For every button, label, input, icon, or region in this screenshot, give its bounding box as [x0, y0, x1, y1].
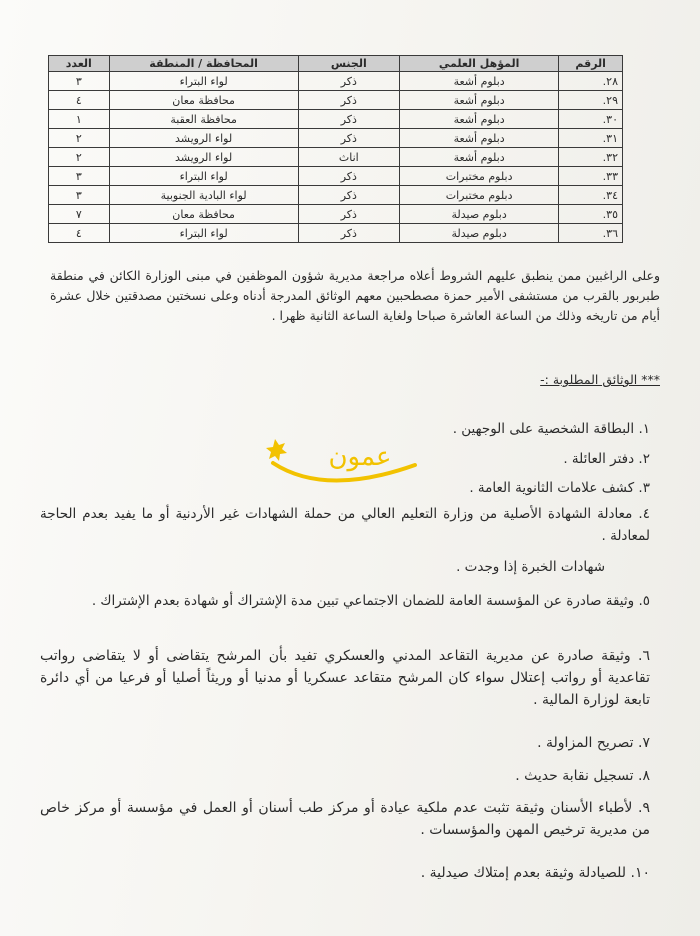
cell-number: ٣٥.	[559, 205, 623, 224]
cell-number: ٣٢.	[559, 148, 623, 167]
header-gender: الجنس	[298, 56, 399, 72]
table-row	[49, 91, 623, 110]
cell-region: لواء البادية الجنوبية	[109, 186, 298, 205]
header-number: الرقم	[559, 56, 623, 72]
cell-region: لواء البتراء	[109, 224, 298, 243]
cell-count: ٣	[49, 72, 110, 91]
cell-gender: ذكر	[298, 205, 399, 224]
cell-count: ٤	[49, 91, 110, 110]
cell-number: ٣٦.	[559, 224, 623, 243]
cell-region: محافظة العقبة	[109, 110, 298, 129]
cell-qualification: دبلوم مختبرات	[399, 186, 558, 205]
table-row	[49, 167, 623, 186]
logo-star-icon	[266, 439, 287, 461]
cell-region: لواء البتراء	[109, 72, 298, 91]
cell-count: ٢	[49, 148, 110, 167]
cell-number: ٢٩.	[559, 91, 623, 110]
table-row	[49, 148, 623, 167]
cell-region: لواء الرويشد	[109, 148, 298, 167]
cell-region: لواء الرويشد	[109, 129, 298, 148]
cell-gender: اناث	[298, 148, 399, 167]
header-region: المحافظة / المنطقة	[109, 56, 298, 72]
cell-gender: ذكر	[298, 167, 399, 186]
cell-count: ٤	[49, 224, 110, 243]
document-item: ٥. وثيقة صادرة عن المؤسسة العامة للضمان الاجتماعي تبين مدة الإشتراك أو شهادة بعدم الإشتراك .	[91, 593, 650, 609]
cell-count: ٢	[49, 129, 110, 148]
document-item: ١٠. للصيادلة وثيقة بعدم إمتلاك صيدلية .	[420, 865, 650, 881]
cell-qualification: دبلوم أشعة	[399, 148, 558, 167]
cell-qualification: دبلوم أشعة	[399, 129, 558, 148]
cell-gender: ذكر	[298, 72, 399, 91]
header-qualification: المؤهل العلمي	[399, 56, 558, 72]
table-row	[49, 205, 623, 224]
document-item: ٨. تسجيل نقابة حديث .	[515, 768, 650, 784]
cell-gender: ذكر	[298, 91, 399, 110]
table-header-row	[49, 56, 623, 72]
cell-qualification: دبلوم مختبرات	[399, 167, 558, 186]
cell-qualification: دبلوم أشعة	[399, 91, 558, 110]
document-item: شهادات الخبرة إذا وجدت .	[456, 559, 605, 575]
cell-region: محافظة معان	[109, 91, 298, 110]
document-item: ٩. لأطباء الأسنان وثيقة تثبت عدم ملكية عيادة أو مركز طب أسنان أو العمل في مؤسسة أو مركز خاص من مديرية ترخيص المهن والمؤسسات .	[40, 800, 650, 838]
watermark-text: عمون	[328, 442, 392, 472]
cell-region: محافظة معان	[109, 205, 298, 224]
cell-count: ٧	[49, 205, 110, 224]
ammon-watermark-logo	[265, 435, 430, 495]
header-count: العدد	[49, 56, 110, 72]
document-item: ١. البطاقة الشخصية على الوجهين .	[452, 421, 650, 437]
table-row	[49, 129, 623, 148]
cell-count: ٣	[49, 186, 110, 205]
cell-number: ٣٠.	[559, 110, 623, 129]
table-row	[49, 72, 623, 91]
vacancies-table	[48, 55, 623, 243]
intro-paragraph: وعلى الراغبين ممن ينطبق عليهم الشروط أعلاه مراجعة مديرية شؤون الموظفين في مبنى الوزارة الكائن في منطقة طبربور بالقرب من مستشفى الأمير حمزة مصطحبين معهم الوثائق المدرجة أدناه وعلى نسختين مصدقتين خلال عشرة أيام من تاريخه وذلك من الساعة العاشرة صباحا ولغاية الساعة الثانية ظهرا .	[50, 268, 660, 323]
document-item: ٢. دفتر العائلة .	[563, 451, 650, 467]
cell-number: ٣٤.	[559, 186, 623, 205]
table-row	[49, 224, 623, 243]
cell-count: ١	[49, 110, 110, 129]
document-item: ٦. وثيقة صادرة عن مديرية التقاعد المدني والعسكري تفيد بأن المرشح يتقاضى أو لا يتقاضى رواتب تقاعدية أو رواتب إعتلال سواء كان المرشح متقاعد عسكريا أو مدنيا أو وريثاً أصليا أو فرعيا من أي دائرة تابعة لوزارة المالية .	[40, 648, 650, 708]
table-row	[49, 186, 623, 205]
document-item: ٤. معادلة الشهادة الأصلية من وزارة التعليم العالي من حملة الشهادات غير الأردنية أو ما يفيد بعدم الحاجة لمعادلة .	[40, 506, 650, 544]
cell-region: لواء البتراء	[109, 167, 298, 186]
cell-gender: ذكر	[298, 224, 399, 243]
cell-number: ٣١.	[559, 129, 623, 148]
cell-qualification: دبلوم أشعة	[399, 72, 558, 91]
cell-gender: ذكر	[298, 129, 399, 148]
table-body	[49, 72, 623, 243]
cell-number: ٢٨.	[559, 72, 623, 91]
document-item: ٣. كشف علامات الثانوية العامة .	[469, 480, 650, 496]
required-documents-heading: *** الوثائق المطلوبة :-	[540, 372, 660, 387]
cell-gender: ذكر	[298, 186, 399, 205]
cell-qualification: دبلوم صيدلة	[399, 205, 558, 224]
cell-qualification: دبلوم صيدلة	[399, 224, 558, 243]
cell-count: ٣	[49, 167, 110, 186]
cell-number: ٣٣.	[559, 167, 623, 186]
cell-gender: ذكر	[298, 110, 399, 129]
cell-qualification: دبلوم أشعة	[399, 110, 558, 129]
table-row	[49, 110, 623, 129]
document-item: ٧. تصريح المزاولة .	[537, 735, 650, 751]
